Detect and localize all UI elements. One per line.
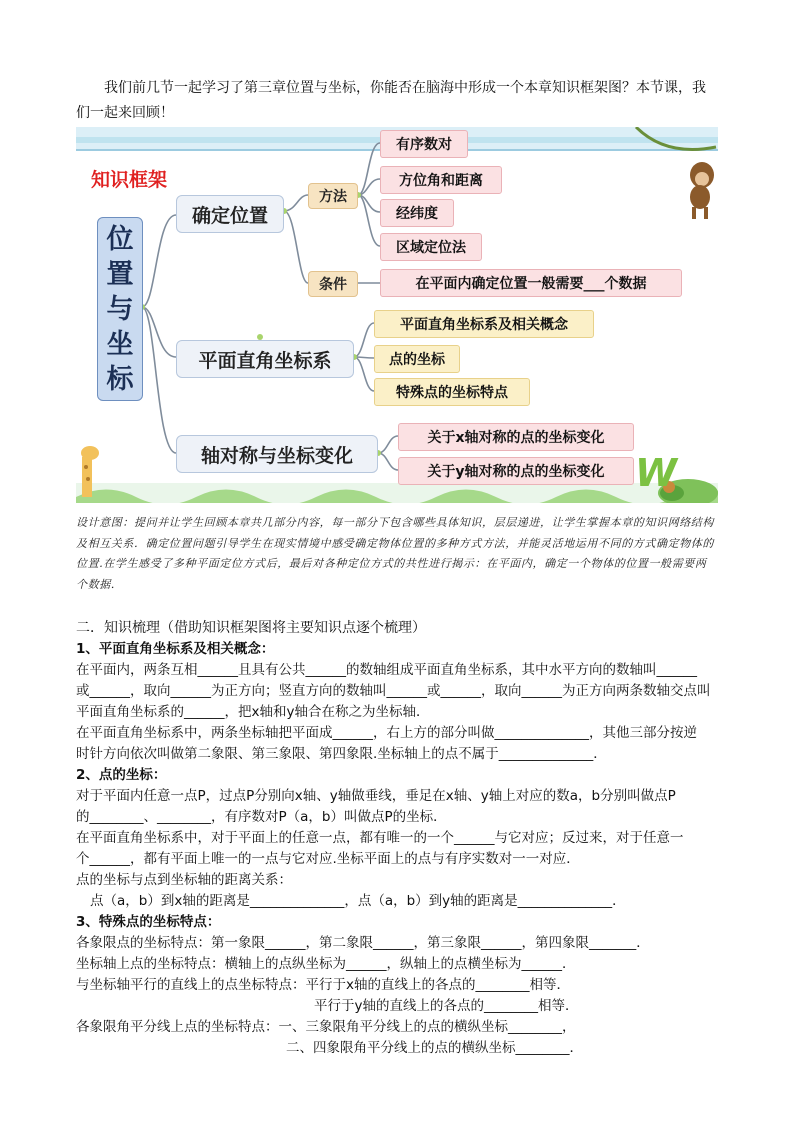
text-line: 坐标轴上点的坐标特点：横轴上的点纵坐标为______，纵轴上的点横坐标为______． (76, 956, 576, 972)
text-line: 各象限点的坐标特点：第一象限______，第二象限______，第三象限______，第四象限_______． (76, 935, 650, 951)
intro-paragraph: 我们前几节一起学习了第三章位置与坐标，你能否在脑海中形成一个本章知识框架图？本节课，我们一起来回顾！ (76, 80, 706, 121)
method-item: 方位角和距离 (380, 166, 502, 194)
text-line: 在平面内，两条互相______且具有公共______的数轴组成平面直角坐标系，其中水平方向的数轴叫______ (76, 662, 697, 678)
method-item: 经纬度 (380, 199, 454, 227)
method-node: 方法 (308, 183, 358, 209)
condition-item: 在平面内确定位置一般需要___个数据 (380, 269, 682, 297)
branch-determine-position: 确定位置 (176, 195, 284, 233)
text-line: 对于平面内任意一点P，过点P分别向x轴、y轴做垂线，垂足在x轴、y轴上对应的数a，b分别叫做点P (76, 788, 676, 804)
condition-node: 条件 (308, 271, 358, 297)
root-char: 与 (106, 293, 134, 325)
knowledge-framework-mindmap (76, 127, 718, 503)
coordinate-item: 平面直角坐标系及相关概念 (374, 310, 594, 338)
section-note: （借助知识框架图将主要知识点逐个梳理） (160, 620, 426, 636)
text-line: 与坐标轴平行的直线上的点坐标特点：平行于x轴的直线上的各点的________相等． (76, 977, 570, 993)
text-line: 点的坐标与点到坐标轴的距离关系： (76, 872, 292, 888)
subsection-title: 1、平面直角坐标系及相关概念： (76, 641, 275, 657)
text-line: 个______，都有平面上唯一的一点与它对应.坐标平面上的点与有序实数对一一对应． (76, 851, 580, 867)
coordinate-item: 点的坐标 (374, 345, 460, 373)
method-item: 有序数对 (380, 130, 468, 158)
text-line: 点（a，b）到x轴的距离是______________，点（a，b）到y轴的距离是______________． (90, 893, 626, 909)
coordinate-item: 特殊点的坐标特点 (374, 378, 530, 406)
symmetry-item: 关于y轴对称的点的坐标变化 (398, 457, 634, 485)
text-line: 各象限角平分线上点的坐标特点：一、三象限角平分线上的点的横纵坐标________， (76, 1019, 576, 1035)
text-line: 二、四象限角平分线上的点的横纵坐标________． (286, 1040, 583, 1056)
text-line: 平行于y轴的直线上的各点的________相等． (314, 998, 579, 1014)
root-char: 标 (106, 363, 134, 395)
method-item: 区域定位法 (380, 233, 482, 261)
section-heading (76, 618, 426, 638)
decorative-letter: W (635, 451, 677, 495)
subsection-title: 3、特殊点的坐标特点： (76, 914, 221, 930)
subsection-title: 2、点的坐标： (76, 767, 167, 783)
branch-coordinate-system: 平面直角坐标系 (176, 340, 354, 378)
branch-symmetry-change: 轴对称与坐标变化 (176, 435, 378, 473)
text-line: 时针方向依次叫做第二象限、第三象限、第四象限.坐标轴上的点不属于______________． (76, 746, 607, 762)
root-char: 置 (106, 258, 134, 290)
text-line: 或______，取向______为正方向；竖直方向的数轴叫______或______，取向______为正方向两条数轴交点叫 (76, 683, 711, 699)
root-char: 坐 (106, 328, 134, 360)
symmetry-item: 关于x轴对称的点的坐标变化 (398, 423, 634, 451)
mindmap-title: 知识框架 (91, 169, 168, 191)
text-line: 在平面直角坐标系中，两条坐标轴把平面成______，右上方的部分叫做______________，其他三部分按逆 (76, 725, 697, 741)
mindmap-root (97, 217, 143, 401)
text-line: 的________、________，有序数对P（a，b）叫做点P的坐标． (76, 809, 447, 825)
text-line: 在平面直角坐标系中，对于平面上的任意一点，都有唯一的一个______与它对应；反过来，对于任意一 (76, 830, 684, 846)
design-intent-note: 设计意图：提问并让学生回顾本章共几部分内容，每一部分下包含哪些具体知识，层层递进，让学生掌握本章的知识网络结构及相互关系．确定位置问题引导学生在现实情境中感受确定物体位置的多种方式方法，并能灵活地运用不同的方式确定物体的位置.在学生感受了多种平面定位方式后，最后对各种定位方式的共性进行揭示：在平面内，确定一个物体的位置一般需要两个数据． (76, 516, 714, 591)
section-title: 二．知识梳理 (76, 620, 160, 636)
root-char: 位 (106, 223, 134, 255)
text-line: 平面直角坐标系的______，把x轴和y轴合在称之为坐标轴． (76, 704, 430, 720)
